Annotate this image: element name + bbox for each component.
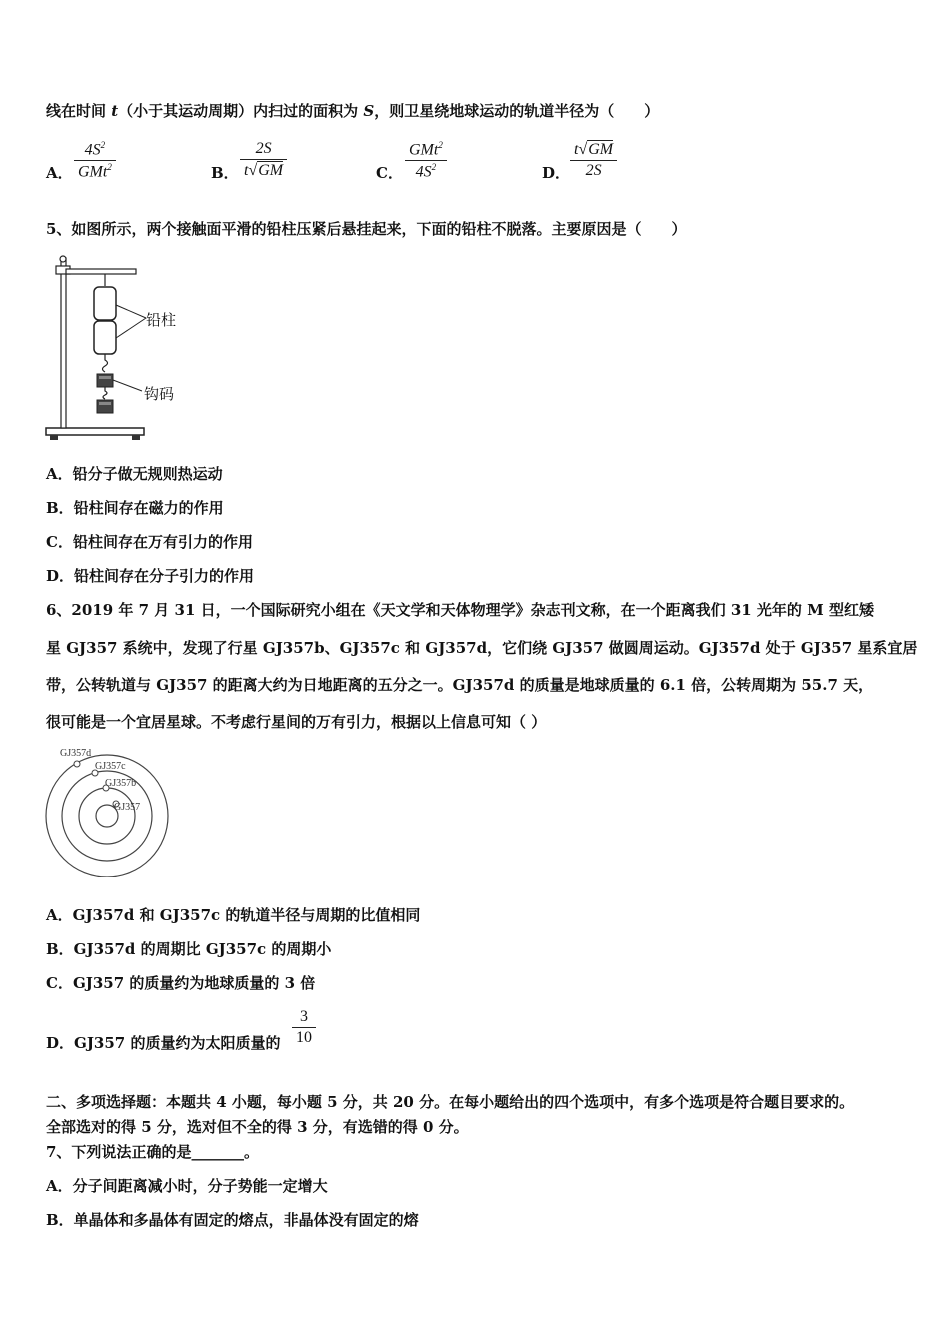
q4-option-a-label: A．: [46, 164, 73, 182]
q6-orbit-figure: [40, 742, 180, 877]
q7-stem: 7、下列说法正确的是_______。: [46, 1143, 259, 1161]
q4-option-c-fraction: GMt$^2$ $4S^2$: [405, 140, 447, 182]
q5-label-weight: 钩码: [144, 385, 175, 403]
q6-stem-line-2: 星 GJ357 系统中，发现了行星 GJ357b、GJ357c 和 GJ357d，它们绕 GJ357 做圆周运动。GJ357d 处于 GJ357 星系宜居: [46, 639, 918, 657]
q7-option-a: A．分子间距离减小时，分子势能一定增大: [46, 1177, 328, 1195]
q4-option-c-label: C．: [376, 164, 403, 182]
q5-lead-cylinder-figure: [40, 250, 200, 442]
q6-stem-line-1: 6、2019 年 7 月 31 日，一个国际研究小组在《天文学和天体物理学》杂志刊文称，在一个距离我们 31 光年的 M 型红矮: [46, 601, 874, 619]
q4-option-a-fraction: $4S^2$ GMt$^2$: [74, 140, 116, 182]
q4-stem-tail: 线在时间 t（小于其运动周期）内扫过的面积为 S，则卫星绕地球运动的轨道半径为（ ）: [46, 102, 660, 120]
q5-option-d: D．铅柱间存在分子引力的作用: [46, 567, 255, 585]
q6-option-c: C．GJ357 的质量约为地球质量的 3 倍: [46, 974, 316, 992]
q5-label-lead: 铅柱: [146, 311, 177, 329]
q6-option-b: B．GJ357d 的周期比 GJ357c 的周期小: [46, 940, 332, 958]
q5-option-a: A．铅分子做无规则热运动: [46, 465, 223, 483]
q6-option-d-fraction: $\frac{3}{10}$: [292, 1008, 316, 1047]
q5-option-c: C．铅柱间存在万有引力的作用: [46, 533, 253, 551]
q6-stem-line-4: 很可能是一个宜居星球。不考虑行星间的万有引力，根据以上信息可知（ ）: [46, 713, 547, 731]
q6-option-d: D．GJ357 的质量约为太阳质量的: [46, 1034, 281, 1052]
q6-fig-label-gj357b: GJ357b: [105, 778, 137, 789]
q4-option-d-fraction: $\frac{t√GM}{2S}$: [570, 140, 617, 180]
q6-stem-line-3: 带，公转轨道与 GJ357 的距离大约为日地距离的五分之一。GJ357d 的质量是地球质量的 6.1 倍，公转周期为 55.7 天，: [46, 676, 874, 694]
q4-option-b-fraction: $\frac{2S}{t√GM}$: [240, 140, 287, 180]
section2-instructions-line-2: 全部选对的得 5 分，选对但不全的得 3 分，有选错的得 0 分。: [46, 1118, 469, 1136]
q6-fig-label-gj357d: GJ357d: [60, 748, 92, 759]
q5-stem: 5、如图所示，两个接触面平滑的铅柱压紧后悬挂起来，下面的铅柱不脱落。主要原因是（ ）: [46, 220, 687, 238]
q6-fig-label-gj357c: GJ357c: [95, 761, 126, 772]
q6-option-a: A．GJ357d 和 GJ357c 的轨道半径与周期的比值相同: [46, 906, 421, 924]
q4-option-b-label: B．: [211, 164, 239, 182]
q7-option-b: B．单晶体和多晶体有固定的熔点，非晶体没有固定的熔: [46, 1211, 419, 1229]
section2-instructions-line-1: 二、多项选择题：本题共 4 小题，每小题 5 分，共 20 分。在每小题给出的四个选项中，有多个选项是符合题目要求的。: [46, 1093, 855, 1111]
q6-fig-label-gj357: GJ357: [114, 802, 141, 813]
q4-option-d-label: D．: [542, 164, 571, 182]
q5-option-b: B．铅柱间存在磁力的作用: [46, 499, 224, 517]
